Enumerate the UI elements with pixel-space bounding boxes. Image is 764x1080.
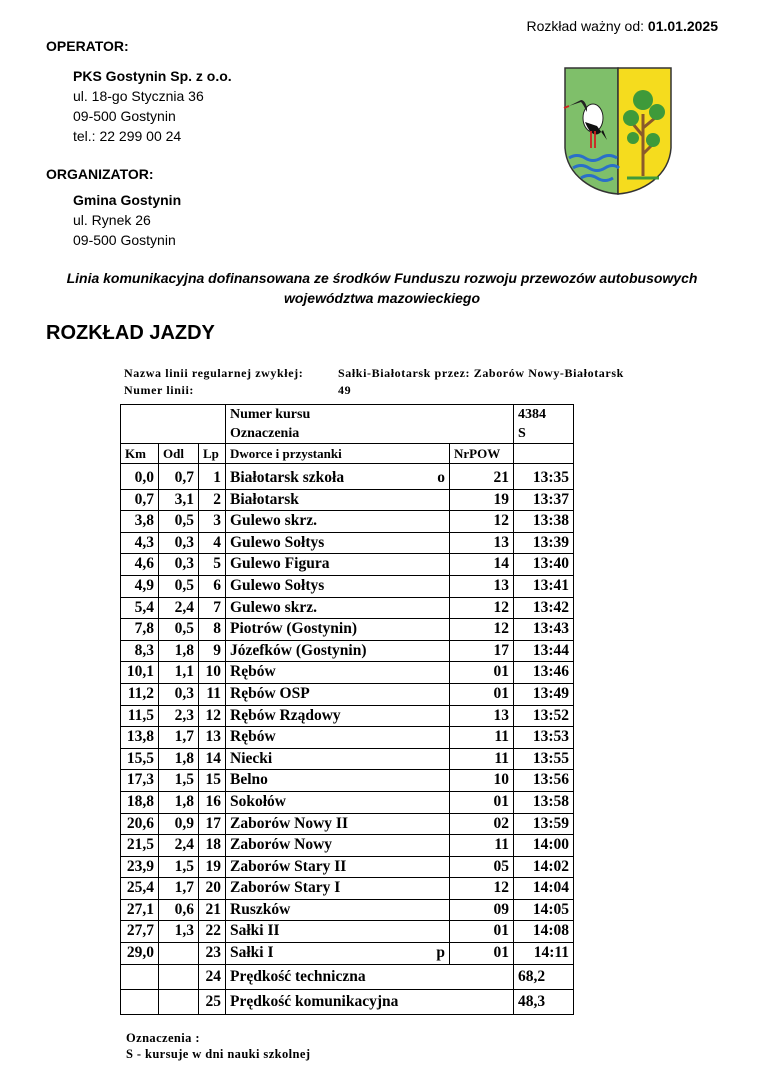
cell-time: 13:44 bbox=[514, 640, 574, 662]
cell-km: 7,8 bbox=[121, 619, 159, 641]
summary-row bbox=[121, 964, 574, 989]
cell-nrpow: 05 bbox=[450, 856, 514, 878]
stop-name: Gulewo skrz. bbox=[230, 598, 317, 616]
organizer-heading: ORGANIZATOR: bbox=[46, 166, 154, 182]
cell-odl: 0,7 bbox=[159, 464, 199, 490]
cell-stop bbox=[226, 899, 450, 921]
table-row bbox=[121, 878, 574, 900]
stop-name: Ruszków bbox=[230, 900, 291, 918]
cell-time: 14:00 bbox=[514, 835, 574, 857]
cell-lp: 21 bbox=[199, 899, 226, 921]
stop-name: Józefków (Gostynin) bbox=[230, 641, 367, 659]
cell-km: 21,5 bbox=[121, 835, 159, 857]
cell-time: 13:38 bbox=[514, 511, 574, 533]
cell-lp: 11 bbox=[199, 683, 226, 705]
cell-nrpow: 12 bbox=[450, 878, 514, 900]
cell-odl: 0,3 bbox=[159, 683, 199, 705]
cell-nrpow: 13 bbox=[450, 575, 514, 597]
stop-name: Sałki I bbox=[230, 944, 274, 962]
course-number-row bbox=[121, 405, 574, 425]
cell-nrpow: 17 bbox=[450, 640, 514, 662]
cell-time: 14:05 bbox=[514, 899, 574, 921]
cell-odl: 2,4 bbox=[159, 597, 199, 619]
cell-odl bbox=[159, 989, 199, 1014]
cell-stop bbox=[226, 575, 450, 597]
cell-lp: 4 bbox=[199, 532, 226, 554]
organizer-street: ul. Rynek 26 bbox=[73, 212, 151, 228]
organizer-city: 09-500 Gostynin bbox=[73, 232, 176, 248]
cell-lp: 3 bbox=[199, 511, 226, 533]
cell-lp: 7 bbox=[199, 597, 226, 619]
cell-km: 23,9 bbox=[121, 856, 159, 878]
cell-odl bbox=[159, 943, 199, 965]
cell-stop bbox=[226, 748, 450, 770]
cell-lp: 12 bbox=[199, 705, 226, 727]
table-row bbox=[121, 899, 574, 921]
summary-label: Prędkość techniczna bbox=[226, 964, 514, 989]
cell-km: 0,7 bbox=[121, 489, 159, 511]
cell-nrpow: 01 bbox=[450, 662, 514, 684]
cell-time: 13:40 bbox=[514, 554, 574, 576]
cell-nrpow: 01 bbox=[450, 921, 514, 943]
cell-km: 11,5 bbox=[121, 705, 159, 727]
col-nrpow: NrPOW bbox=[450, 444, 514, 464]
cell-stop bbox=[226, 791, 450, 813]
cell-odl: 0,5 bbox=[159, 619, 199, 641]
validity-line bbox=[527, 18, 718, 34]
cell-lp: 16 bbox=[199, 791, 226, 813]
cell-nrpow: 11 bbox=[450, 748, 514, 770]
cell-stop bbox=[226, 856, 450, 878]
course-number: 4384 bbox=[514, 405, 574, 425]
cell-km: 18,8 bbox=[121, 791, 159, 813]
stop-name: Sokołów bbox=[230, 792, 286, 810]
cell-nrpow: 14 bbox=[450, 554, 514, 576]
cell-nrpow: 10 bbox=[450, 770, 514, 792]
cell-odl: 0,5 bbox=[159, 575, 199, 597]
stop-name: Gulewo skrz. bbox=[230, 512, 317, 530]
table-row bbox=[121, 770, 574, 792]
cell-stop bbox=[226, 835, 450, 857]
cell-km: 0,0 bbox=[121, 464, 159, 490]
page-title: ROZKŁAD JAZDY bbox=[46, 322, 215, 344]
line-number-row bbox=[124, 383, 351, 398]
cell-odl: 0,5 bbox=[159, 511, 199, 533]
cell-time: 14:02 bbox=[514, 856, 574, 878]
cell-km: 11,2 bbox=[121, 683, 159, 705]
cell-lp: 23 bbox=[199, 943, 226, 965]
cell-nrpow: 11 bbox=[450, 835, 514, 857]
cell-odl: 0,9 bbox=[159, 813, 199, 835]
cell-stop bbox=[226, 727, 450, 749]
table-row bbox=[121, 575, 574, 597]
validity-label: Rozkład ważny od: bbox=[526, 18, 645, 34]
stop-name: Belno bbox=[230, 771, 268, 789]
stop-name: Białotarsk szkoła bbox=[230, 469, 345, 486]
cell-lp: 8 bbox=[199, 619, 226, 641]
cell-stop bbox=[226, 943, 450, 965]
summary-lp: 25 bbox=[199, 989, 226, 1014]
stop-name: Gulewo Sołtys bbox=[230, 576, 325, 594]
cell-odl: 2,4 bbox=[159, 835, 199, 857]
cell-lp: 13 bbox=[199, 727, 226, 749]
cell-time: 13:37 bbox=[514, 489, 574, 511]
funding-note: Linia komunikacyjna dofinansowana ze środków Funduszu rozwoju przewozów autobusowych województwa mazowieckiego bbox=[66, 270, 698, 306]
table-row bbox=[121, 554, 574, 576]
cell-nrpow: 09 bbox=[450, 899, 514, 921]
cell-stop bbox=[226, 532, 450, 554]
cell-lp: 20 bbox=[199, 878, 226, 900]
cell-km bbox=[121, 989, 159, 1014]
cell-km: 13,8 bbox=[121, 727, 159, 749]
cell-time: 13:43 bbox=[514, 619, 574, 641]
col-lp: Lp bbox=[199, 444, 226, 464]
organizer-name: Gmina Gostynin bbox=[73, 192, 182, 208]
legend bbox=[126, 1030, 310, 1062]
line-name-value: Sałki-Białotarsk przez: Zaborów Nowy-Białotarsk bbox=[338, 366, 624, 380]
cell-odl: 1,3 bbox=[159, 921, 199, 943]
timetable-summary bbox=[121, 964, 574, 1014]
cell-lp: 9 bbox=[199, 640, 226, 662]
cell-odl: 1,8 bbox=[159, 640, 199, 662]
table-row bbox=[121, 640, 574, 662]
cell-lp: 6 bbox=[199, 575, 226, 597]
organizer-address bbox=[73, 190, 181, 250]
stop-name: Sałki II bbox=[230, 922, 280, 940]
cell-stop bbox=[226, 878, 450, 900]
col-stops: Dworce i przystanki bbox=[226, 444, 450, 464]
cell-km: 4,9 bbox=[121, 575, 159, 597]
summary-lp: 24 bbox=[199, 964, 226, 989]
cell-odl: 0,6 bbox=[159, 899, 199, 921]
cell-time: 13:41 bbox=[514, 575, 574, 597]
operator-phone: tel.: 22 299 00 24 bbox=[73, 128, 182, 144]
cell-stop bbox=[226, 662, 450, 684]
cell-lp: 19 bbox=[199, 856, 226, 878]
summary-row bbox=[121, 989, 574, 1014]
validity-date: 01.01.2025 bbox=[647, 18, 718, 34]
stop-flag: o bbox=[437, 469, 445, 486]
table-row bbox=[121, 835, 574, 857]
course-mark-label: Oznaczenia bbox=[226, 424, 450, 444]
stop-flag: p bbox=[436, 944, 445, 962]
cell-km: 27,7 bbox=[121, 921, 159, 943]
table-row bbox=[121, 813, 574, 835]
cell-odl: 1,7 bbox=[159, 727, 199, 749]
cell-lp: 14 bbox=[199, 748, 226, 770]
legend-title: Oznaczenia : bbox=[126, 1031, 200, 1045]
operator-city: 09-500 Gostynin bbox=[73, 108, 176, 124]
line-number-value: 49 bbox=[338, 383, 352, 397]
timetable bbox=[120, 404, 574, 1015]
cell-nrpow: 01 bbox=[450, 683, 514, 705]
timetable-body bbox=[121, 464, 574, 965]
cell-km: 17,3 bbox=[121, 770, 159, 792]
col-odl: Odl bbox=[159, 444, 199, 464]
cell-odl: 1,8 bbox=[159, 748, 199, 770]
cell-km: 25,4 bbox=[121, 878, 159, 900]
stop-name: Białotarsk bbox=[230, 490, 299, 508]
cell-nrpow: 13 bbox=[450, 705, 514, 727]
cell-lp: 5 bbox=[199, 554, 226, 576]
stop-name: Niecki bbox=[230, 749, 273, 767]
cell-km: 8,3 bbox=[121, 640, 159, 662]
cell-lp: 22 bbox=[199, 921, 226, 943]
cell-odl: 1,7 bbox=[159, 878, 199, 900]
table-row bbox=[121, 683, 574, 705]
cell-odl bbox=[159, 964, 199, 989]
cell-km: 29,0 bbox=[121, 943, 159, 965]
cell-lp: 10 bbox=[199, 662, 226, 684]
cell-time: 14:08 bbox=[514, 921, 574, 943]
cell-time: 14:11 bbox=[514, 943, 574, 965]
cell-nrpow: 01 bbox=[450, 791, 514, 813]
table-row bbox=[121, 464, 574, 490]
table-row bbox=[121, 727, 574, 749]
line-name-row bbox=[124, 366, 624, 381]
cell-time: 13:42 bbox=[514, 597, 574, 619]
cell-stop bbox=[226, 597, 450, 619]
cell-stop bbox=[226, 705, 450, 727]
operator-street: ul. 18-go Stycznia 36 bbox=[73, 88, 204, 104]
cell-nrpow: 02 bbox=[450, 813, 514, 835]
stop-name: Rębów OSP bbox=[230, 684, 310, 702]
cell-nrpow: 13 bbox=[450, 532, 514, 554]
cell-km: 10,1 bbox=[121, 662, 159, 684]
cell-km bbox=[121, 964, 159, 989]
legend-line: S - kursuje w dni nauki szkolnej bbox=[126, 1047, 311, 1061]
cell-time: 13:53 bbox=[514, 727, 574, 749]
table-row bbox=[121, 791, 574, 813]
cell-stop bbox=[226, 511, 450, 533]
cell-km: 20,6 bbox=[121, 813, 159, 835]
cell-km: 3,8 bbox=[121, 511, 159, 533]
stop-name: Rębów bbox=[230, 663, 276, 681]
table-row bbox=[121, 532, 574, 554]
table-row bbox=[121, 856, 574, 878]
cell-time: 13:58 bbox=[514, 791, 574, 813]
stop-name: Gulewo Sołtys bbox=[230, 533, 325, 551]
table-row bbox=[121, 597, 574, 619]
stop-name: Piotrów (Gostynin) bbox=[230, 620, 358, 638]
cell-lp: 18 bbox=[199, 835, 226, 857]
cell-lp: 17 bbox=[199, 813, 226, 835]
summary-label: Prędkość komunikacyjna bbox=[226, 989, 514, 1014]
table-row bbox=[121, 489, 574, 511]
operator-heading: OPERATOR: bbox=[46, 38, 129, 54]
cell-nrpow: 12 bbox=[450, 511, 514, 533]
cell-stop bbox=[226, 554, 450, 576]
cell-odl: 1,5 bbox=[159, 770, 199, 792]
cell-nrpow: 12 bbox=[450, 619, 514, 641]
stop-name: Rębów Rządowy bbox=[230, 706, 341, 724]
cell-stop bbox=[226, 464, 450, 490]
cell-stop bbox=[226, 683, 450, 705]
summary-value: 68,2 bbox=[514, 964, 574, 989]
cell-stop bbox=[226, 640, 450, 662]
cell-time: 13:46 bbox=[514, 662, 574, 684]
summary-value: 48,3 bbox=[514, 989, 574, 1014]
line-name-label: Nazwa linii regularnej zwykłej: bbox=[124, 366, 304, 380]
coat-of-arms bbox=[563, 66, 673, 196]
cell-km: 4,3 bbox=[121, 532, 159, 554]
cell-nrpow: 12 bbox=[450, 597, 514, 619]
cell-nrpow: 11 bbox=[450, 727, 514, 749]
cell-nrpow: 01 bbox=[450, 943, 514, 965]
cell-odl: 1,8 bbox=[159, 791, 199, 813]
cell-odl: 1,1 bbox=[159, 662, 199, 684]
cell-lp: 2 bbox=[199, 489, 226, 511]
cell-time: 13:39 bbox=[514, 532, 574, 554]
cell-time: 14:04 bbox=[514, 878, 574, 900]
cell-odl: 2,3 bbox=[159, 705, 199, 727]
cell-km: 5,4 bbox=[121, 597, 159, 619]
stop-name: Zaborów Nowy II bbox=[230, 814, 348, 832]
course-mark: S bbox=[514, 424, 574, 444]
stop-name: Zaborów Stary I bbox=[230, 879, 341, 897]
cell-km: 15,5 bbox=[121, 748, 159, 770]
cell-time: 13:56 bbox=[514, 770, 574, 792]
cell-odl: 0,3 bbox=[159, 532, 199, 554]
cell-time: 13:55 bbox=[514, 748, 574, 770]
line-number-label: Numer linii: bbox=[124, 383, 194, 397]
column-header-row bbox=[121, 444, 574, 464]
cell-stop bbox=[226, 813, 450, 835]
cell-odl: 3,1 bbox=[159, 489, 199, 511]
cell-km: 27,1 bbox=[121, 899, 159, 921]
cell-km: 4,6 bbox=[121, 554, 159, 576]
cell-odl: 0,3 bbox=[159, 554, 199, 576]
cell-lp: 1 bbox=[199, 464, 226, 490]
table-row bbox=[121, 511, 574, 533]
cell-nrpow: 21 bbox=[450, 464, 514, 490]
table-row bbox=[121, 619, 574, 641]
col-km: Km bbox=[121, 444, 159, 464]
table-row bbox=[121, 748, 574, 770]
operator-address bbox=[73, 66, 232, 146]
table-row bbox=[121, 943, 574, 965]
course-mark-row bbox=[121, 424, 574, 444]
cell-stop bbox=[226, 921, 450, 943]
cell-time: 13:52 bbox=[514, 705, 574, 727]
table-row bbox=[121, 662, 574, 684]
table-row bbox=[121, 921, 574, 943]
cell-time: 13:59 bbox=[514, 813, 574, 835]
cell-nrpow: 19 bbox=[450, 489, 514, 511]
cell-stop bbox=[226, 770, 450, 792]
stop-name: Zaborów Stary II bbox=[230, 857, 347, 875]
cell-stop bbox=[226, 489, 450, 511]
cell-lp: 15 bbox=[199, 770, 226, 792]
operator-name: PKS Gostynin Sp. z o.o. bbox=[73, 68, 232, 84]
cell-odl: 1,5 bbox=[159, 856, 199, 878]
cell-stop bbox=[226, 619, 450, 641]
stop-name: Rębów bbox=[230, 728, 276, 746]
stop-name: Zaborów Nowy bbox=[230, 836, 333, 854]
stop-name: Gulewo Figura bbox=[230, 555, 330, 573]
course-number-label: Numer kursu bbox=[226, 405, 450, 425]
cell-time: 13:49 bbox=[514, 683, 574, 705]
cell-time: 13:35 bbox=[514, 464, 574, 490]
table-row bbox=[121, 705, 574, 727]
